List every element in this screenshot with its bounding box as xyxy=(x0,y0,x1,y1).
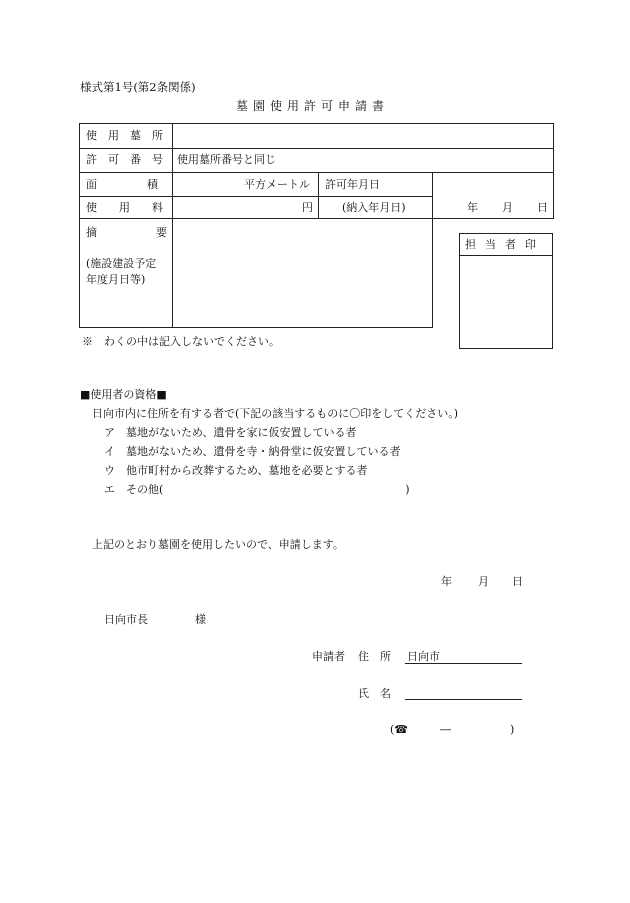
label-burial-plot xyxy=(86,129,174,143)
qualification-item: ウ 他市町村から改葬するため、墓地を必要とする者 xyxy=(104,464,368,477)
burial-plot-field[interactable] xyxy=(173,124,552,147)
area-unit: 平方メートル xyxy=(244,178,310,191)
date-month-label: 月 xyxy=(502,201,513,214)
label-remarks-text: 摘要 xyxy=(86,226,226,239)
address-label: 住 所 xyxy=(358,650,391,663)
qualification-item: ア 墓地がないため、遺骨を家に仮安置している者 xyxy=(104,426,357,439)
phone-field[interactable] xyxy=(405,720,505,738)
name-label: 氏 名 xyxy=(358,687,391,700)
fee-field[interactable] xyxy=(173,197,317,217)
label-burial-plot-text: 使用墓所 xyxy=(86,129,174,142)
declaration-text: 上記のとおり墓園を使用したいので、申請します。 xyxy=(92,538,344,551)
applicant-label: 申請者 xyxy=(312,650,345,663)
label-fee-text: 使用料 xyxy=(86,201,185,214)
sign-date-month: 月 xyxy=(478,575,489,588)
date-day-label: 日 xyxy=(537,201,548,214)
label-remarks-sub: (施設建設予定 年度月日等) xyxy=(86,257,157,286)
label-permit-number: 許可番号 xyxy=(86,153,174,166)
qualification-item: エ その他( ) xyxy=(104,483,410,496)
qualification-intro: 日向市内に住所を有する者で(下記の該当するものに〇印をしてください。) xyxy=(92,407,459,420)
addressee: 日向市長 xyxy=(104,613,148,626)
officer-stamp-label: 担当者印 xyxy=(465,238,545,251)
label-fee xyxy=(86,201,185,215)
address-value: 日向市 xyxy=(407,650,440,663)
phone-dash: ― xyxy=(440,723,451,736)
label-area-text: 面積 xyxy=(86,178,208,191)
qualification-heading: ■使用者の資格■ xyxy=(80,388,167,401)
form-note: ※ わくの中は記入しないでください。 xyxy=(82,335,280,348)
label-permit-date: 許可年月日 xyxy=(325,178,380,191)
honorific: 様 xyxy=(195,613,206,626)
name-field[interactable] xyxy=(405,699,522,700)
permit-number-value: 使用墓所番号と同じ xyxy=(177,153,276,166)
remarks-field[interactable] xyxy=(173,219,431,326)
date-year-label: 年 xyxy=(467,201,478,214)
address-field[interactable] xyxy=(405,663,522,664)
qualification-item: イ 墓地がないため、遺骨を寺・納骨堂に仮安置している者 xyxy=(104,445,401,458)
fee-unit: 円 xyxy=(302,201,313,214)
sign-date-year: 年 xyxy=(441,575,452,588)
label-payment-date: (納入年月日) xyxy=(342,201,406,214)
form-number: 様式第1号(第2条関係) xyxy=(80,80,196,94)
phone-open: (☎ xyxy=(390,723,408,736)
page-title: 墓園使用許可申請書 xyxy=(236,99,390,113)
phone-close: ) xyxy=(510,723,515,736)
sign-date-day: 日 xyxy=(512,575,523,588)
